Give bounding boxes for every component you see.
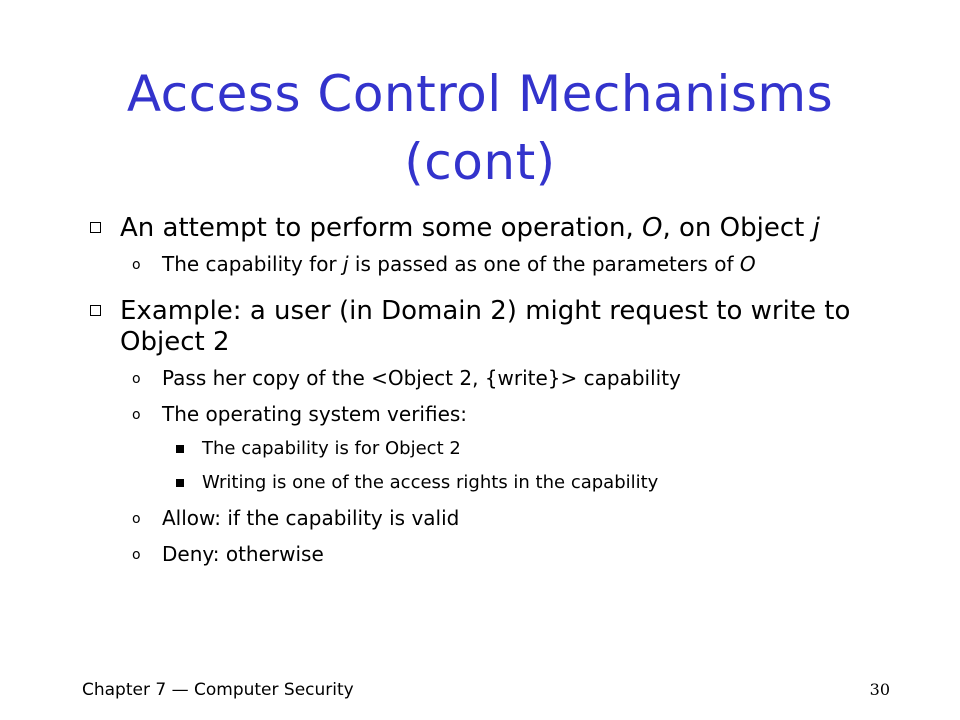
circle-bullet-icon: o: [132, 257, 141, 273]
sub-bullet-capability-parameter: o The capability for j is passed as one of the parameters of O: [132, 252, 756, 276]
title-line-2: (cont): [404, 133, 556, 191]
sub-sub-bullet-object-2: The capability is for Object 2: [88, 438, 908, 460]
sub-bullet-pass-copy: o Pass her copy of the <Object 2, {write}> capability: [132, 366, 681, 390]
circle-bullet-icon: o: [132, 407, 141, 423]
square-bullet-icon: [90, 305, 101, 316]
object-j: j: [812, 213, 820, 243]
sub-bullet-allow: o Allow: if the capability is valid: [132, 506, 460, 530]
filled-square-bullet-icon: [176, 479, 184, 487]
square-bullet-icon: [90, 222, 101, 233]
sub-sub-bullet-writing-right: Writing is one of the access rights in the capability: [88, 472, 908, 494]
bullet-example: Example: a user (in Domain 2) might request to write to Object 2: [88, 296, 908, 358]
circle-bullet-icon: o: [132, 371, 141, 387]
circle-bullet-icon: o: [132, 511, 141, 527]
filled-square-bullet-icon: [176, 445, 184, 453]
title-line-1: Access Control Mechanisms: [126, 65, 834, 123]
slide-title: [0, 60, 960, 196]
bullet-list: [88, 213, 908, 578]
footer-page-number: 30: [869, 680, 890, 699]
footer-chapter: Chapter 7 — Computer Security: [82, 680, 354, 700]
sub-bullet-os-verifies: o The operating system verifies:: [132, 402, 468, 426]
bullet-attempt-operation: An attempt to perform some operation, O, on Object j: [88, 213, 908, 244]
sub-bullet-deny: o Deny: otherwise: [132, 542, 324, 566]
operation-o: O: [641, 213, 663, 243]
circle-bullet-icon: o: [132, 547, 141, 563]
